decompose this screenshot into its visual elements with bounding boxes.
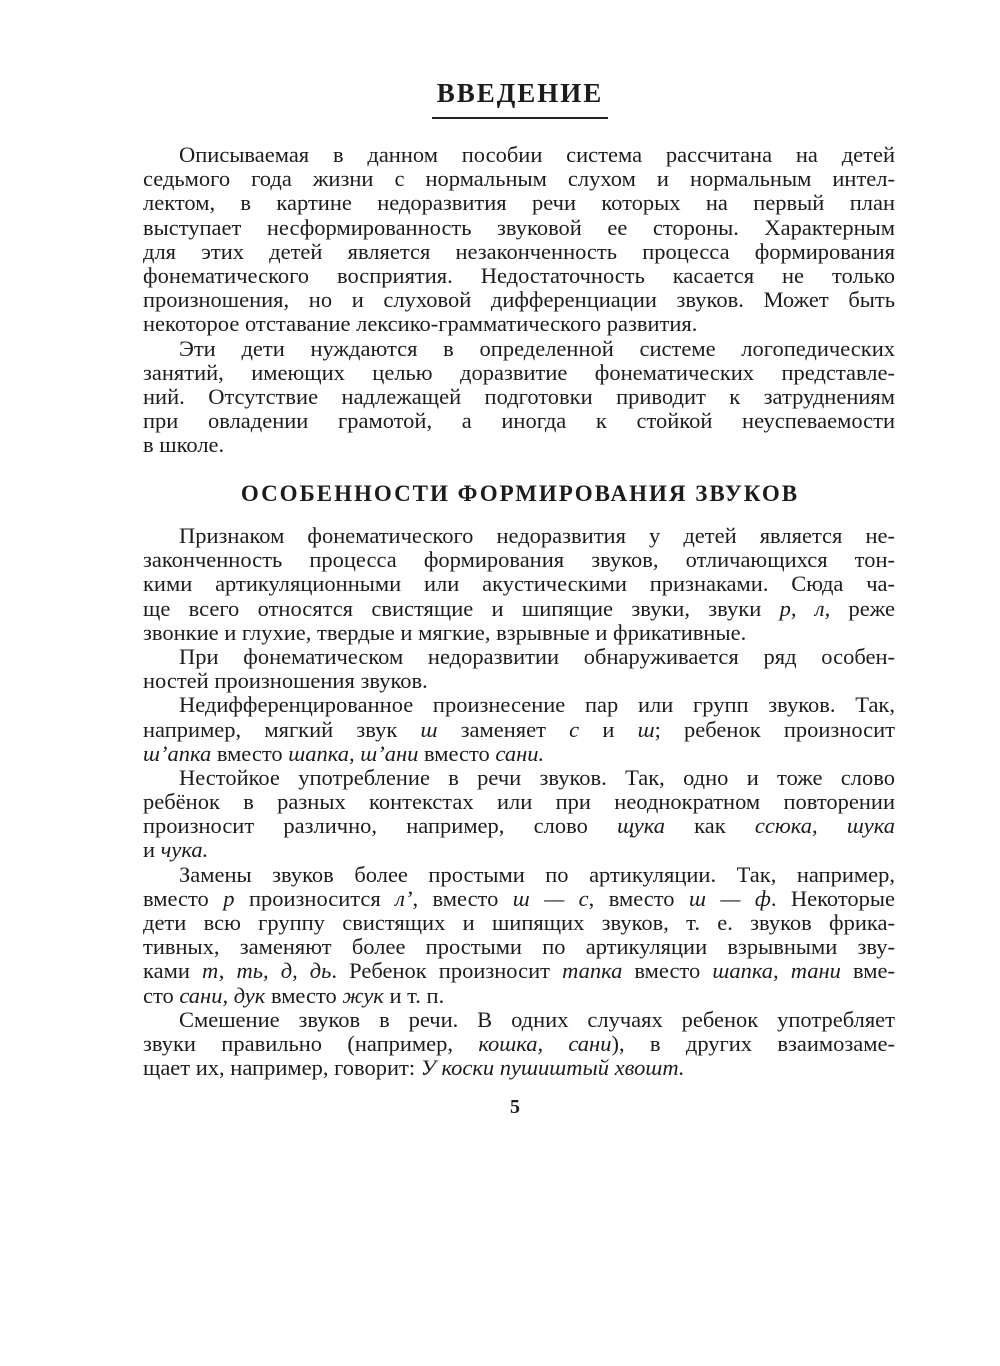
text-line [143,790,895,814]
italic-text: чука. [160,837,209,863]
text-run: вме- [840,958,895,984]
text-run: например, мягкий звук [143,716,421,742]
text-line [143,621,895,645]
text-run: вместо [211,740,289,766]
text-run: ), в других взаимозаме- [611,1030,895,1056]
text-line [143,863,895,887]
text-run: звуки правильно (например, [143,1030,479,1056]
italic-text: ш — с [512,885,589,911]
text-run: Описываемая в данном пособии система рассчитана на детей [179,142,895,167]
text-run: Нестойкое употребление в речи звуков. Так, одно и тоже слово [179,764,895,790]
section-heading: ОСОБЕННОСТИ ФОРМИРОВАНИЯ ЗВУКОВ [240,481,800,506]
section-text [143,524,895,1080]
text-run: вместо [418,740,496,766]
text-line [143,984,895,1008]
text-run: , вместо [588,885,689,911]
text-run: . Ребенок произносит [331,958,563,984]
italic-text: л’ [395,885,413,911]
text-run: некоторое отставание лексико-грамматического развития. [143,311,698,337]
italic-text: ш’апка [143,740,212,766]
text-line [143,887,895,911]
text-run: произношения, но и слуховой дифференциации звуков. Может быть [143,287,895,313]
text-line [143,548,895,572]
text-line [143,959,895,983]
text-run: законченность процесса формирования звуков, отличающихся тон- [143,547,895,573]
text-line [143,167,895,191]
text-line [143,742,895,766]
italic-text: р [223,885,235,911]
text-run: седьмого года жизни с нормальным слухом и нормальным интел- [143,166,895,192]
text-run: выступает несформированность звуковой ее стороны. Характерным [143,214,895,240]
text-run: Недифференцированное произнесение пар или групп звуков. Так, [179,692,895,718]
page-number: 5 [510,1096,520,1118]
text-run: вместо [265,982,343,1008]
text-run: фонематического восприятия. Недостаточность касается не только [143,262,895,288]
italic-text: ш [637,716,655,742]
text-run: тивных, заменяют более простыми по артикуляции взрывными зву- [143,934,895,960]
text-line [143,838,895,862]
italic-text: шапка, тани [712,958,841,984]
text-run: занятий, имеющих целью доразвитие фонематических представле- [143,359,895,385]
text-run: в школе. [143,432,225,458]
text-run: . Некоторые [770,885,895,911]
text-line [143,433,895,457]
italic-text: р, л, [779,595,831,621]
text-run: вместо [143,885,224,911]
text-line [143,385,895,409]
text-line [143,766,895,790]
text-run: ний. Отсутствие надлежащей подготовки приводит к затруднениям [143,383,895,409]
italic-text: жук [342,982,384,1008]
italic-text: сани. [495,740,545,766]
text-run: произносится [234,885,396,911]
text-line [143,669,895,693]
text-run: Эти дети нуждаются в определенной системе логопедических [179,335,895,361]
text-line [143,143,895,167]
text-line [143,1008,895,1032]
text-run: ; ребенок произносит [654,716,895,742]
italic-text: ш — ф [688,885,771,911]
italic-text: т, ть, д, дь [201,958,332,984]
text-run: и [143,837,161,863]
italic-text: кошка, сани [478,1030,612,1056]
text-line [143,597,895,621]
text-run: как [664,813,755,839]
text-run: сто [143,982,180,1008]
text-run: звонкие и глухие, твердые и мягкие, взрывные и фрикативные. [143,619,747,645]
text-run: , вместо [412,885,513,911]
text-run: реже [830,595,895,621]
italic-text: ш [420,716,438,742]
text-line [143,216,895,240]
text-line [143,1056,895,1080]
italic-text: У коски пушиштый хвошт. [420,1055,685,1081]
text-run: ками [143,958,202,984]
text-run: ностей произношения звуков. [143,668,428,694]
intro-text [143,143,895,457]
text-line [143,524,895,548]
text-run: произносит различно, например, слово [143,813,618,839]
text-run: ще всего относятся свистящие и шипящие звуки, звуки [143,595,780,621]
text-line [143,693,895,717]
text-run: для этих детей является незаконченность процесса формирования [143,238,895,264]
text-run: при овладении грамотой, а иногда к стойкой неуспеваемости [143,408,895,434]
text-line [143,240,895,264]
italic-text: щука [617,813,665,839]
text-run: и [579,716,638,742]
text-run: щает их, например, говорит: [143,1055,421,1081]
text-run: кими артикуляционными или акустическими признаками. Сюда ча- [143,571,895,597]
text-line [143,911,895,935]
text-run: ребёнок в разных контекстах или при неоднократном повторении [143,789,895,815]
text-run: заменяет [437,716,570,742]
italic-text: ссюка, шука [754,813,896,839]
text-run: лектом, в картине недоразвития речи которых на первый план [143,190,895,216]
text-run: Признаком фонематического недоразвития у детей является не- [179,523,895,548]
text-line [143,288,895,312]
text-run: При фонематическом недоразвитии обнаруживается ряд особен- [179,643,895,669]
text-line [143,645,895,669]
text-run: вместо [622,958,713,984]
text-line [143,312,895,336]
text-run: дети всю группу свистящих и шипящих звуков, т. е. звуков фрика- [143,910,895,935]
text-line [143,361,895,385]
text-line [143,1032,895,1056]
italic-text: тапка [562,958,623,984]
italic-text: шапка, ш’ани [288,740,419,766]
italic-text: с [569,716,580,742]
text-run: и т. п. [383,982,445,1008]
text-line [143,264,895,288]
text-line [143,191,895,215]
text-line [143,572,895,596]
text-line [143,337,895,361]
title-underline [432,117,608,119]
italic-text: сани, дук [179,982,266,1008]
text-run: Замены звуков более простыми по артикуляции. Так, например, [179,861,895,887]
text-run: Смешение звуков в речи. В одних случаях ребенок употребляет [179,1006,895,1032]
text-line [143,718,895,742]
text-line [143,409,895,433]
chapter-title: ВВЕДЕНИЕ [436,78,604,108]
text-line [143,935,895,959]
text-line [143,814,895,838]
